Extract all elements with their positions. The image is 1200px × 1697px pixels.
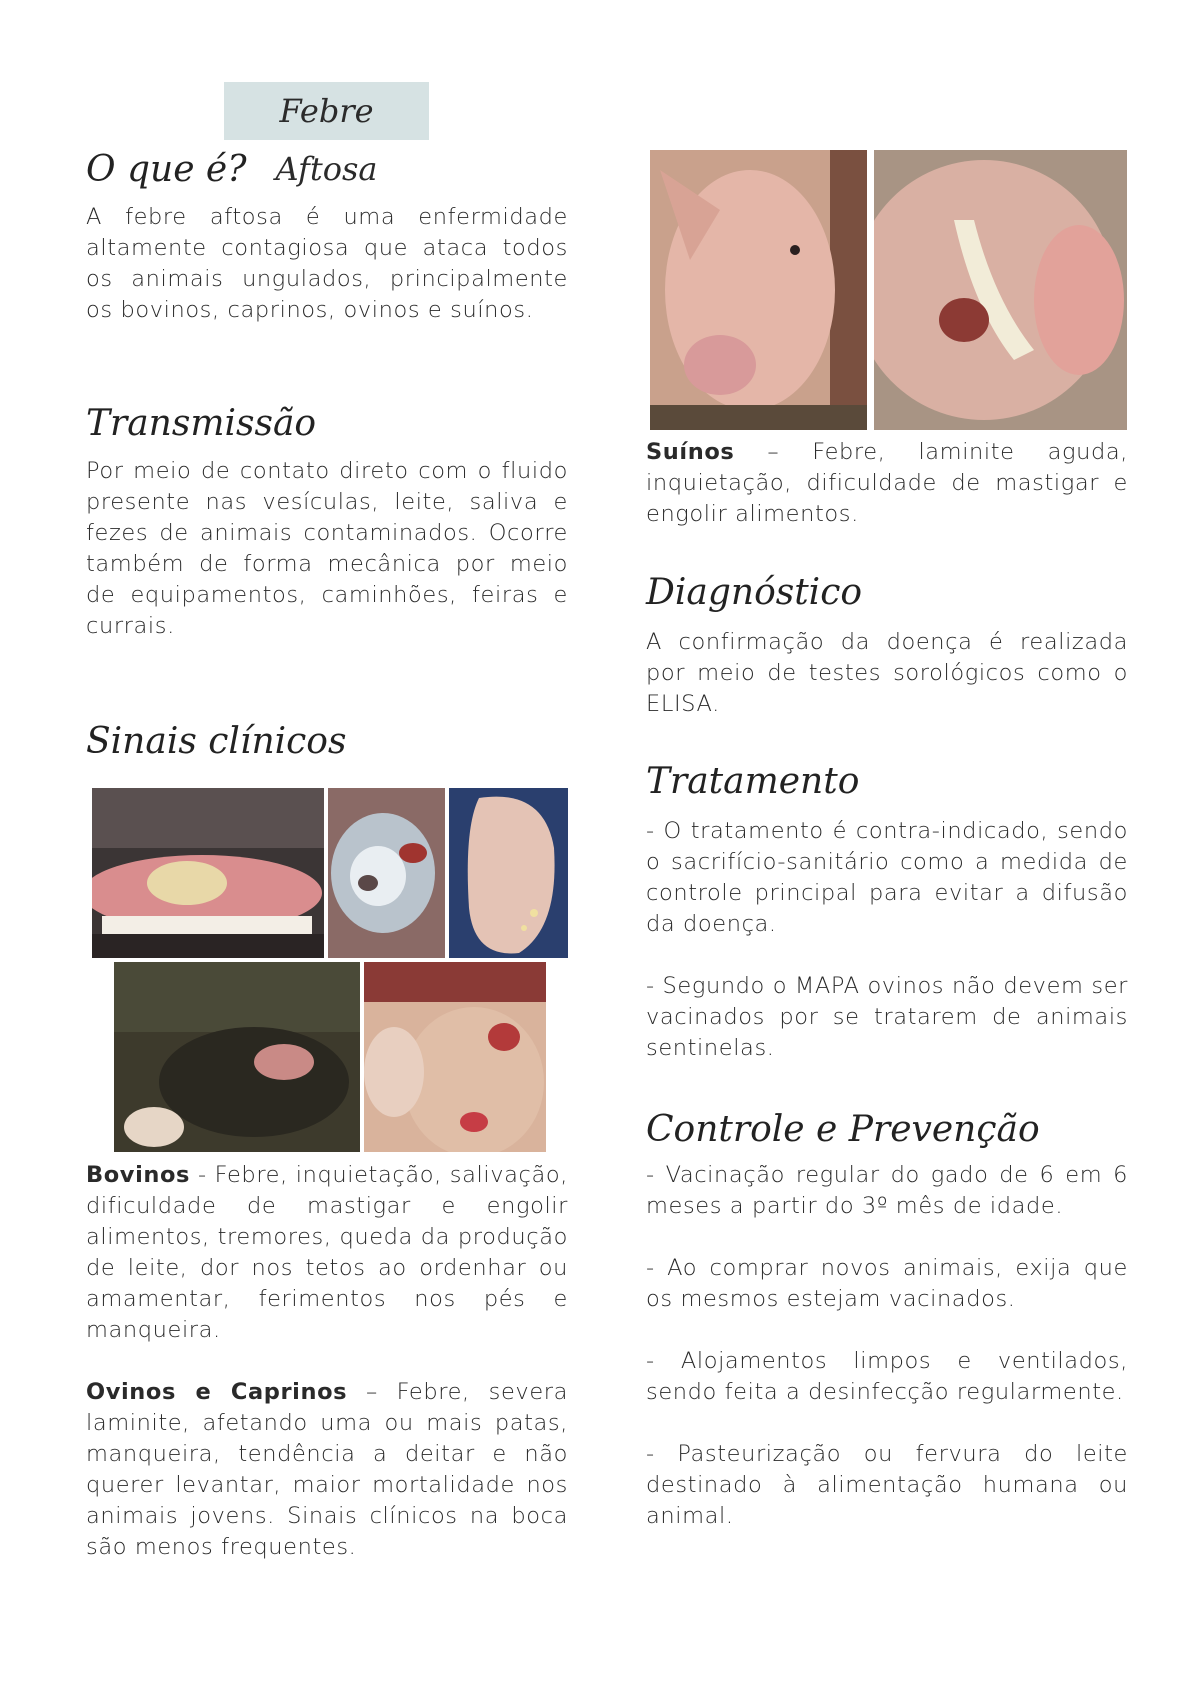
treatment-item: - Segundo o MAPA ovinos não devem ser vacinados por se tratarem de animais sentinelas. [646,973,1128,1061]
treatment-item: - O tratamento é contra-indicado, sendo o sacrifício-sanitário como a medida de controle principal para evitar a difusão da doença. [646,818,1128,937]
heading-diagnosis: Diagnóstico [646,572,863,613]
page-title: Febre Aftosa [224,82,429,140]
heading-what: O que é? [86,149,247,190]
section-treatment [646,760,1128,1064]
text-bovinos: Bovinos - Febre, inquietação, salivação, dificuldade de mastigar e engolir alimentos, tremores, queda da produção de leite, dor nos tetos ao ordenhar ou amamentar, ferimentos nos pés e manqueira. [86,1162,568,1343]
section-control [646,1108,1128,1532]
control-item: - Vacinação regular do gado de 6 em 6 meses a partir do 3º mês de idade. [646,1162,1128,1219]
text-transmission: Por meio de contato direto com o fluido presente nas vesículas, leite, saliva e fezes de animais contaminados. Ocorre também de forma mecânica por meio de equipamentos, caminhões, feiras e currais. [86,458,568,639]
text-what: A febre aftosa é uma enfermidade altamente contagiosa que ataca todos os animais ungulados, principalmente os bovinos, caprinos, ovinos e suínos. [86,204,568,323]
section-bovinos [86,1160,568,1563]
label-ovinos: Ovinos e Caprinos [86,1379,348,1405]
photo-cattle-teat [364,962,546,1152]
section-what [86,148,568,326]
section-transmission [86,402,568,642]
section-diagnosis [646,571,1128,720]
photo-cattle-muzzle [328,788,445,958]
section-suinos [646,437,1128,530]
photo-pig-face [650,150,867,430]
section-signs [86,720,568,764]
label-bovinos: Bovinos [86,1162,191,1188]
control-item: - Alojamentos limpos e ventilados, sendo feita a desinfecção regularmente. [646,1348,1128,1405]
heading-control: Controle e Prevenção [646,1109,1040,1150]
photo-cattle-mouth [92,788,324,958]
text-ovinos: Ovinos e Caprinos – Febre, severa laminite, afetando uma ou mais patas, manqueira, tendência a deitar e não querer levantar, maior mortalidade nos animais jovens. Sinais clínicos na boca são menos frequentes. [86,1379,568,1560]
control-item: - Ao comprar novos animais, exija que os mesmos estejam vacinados. [646,1255,1128,1312]
photo-cattle-hoof [114,962,360,1152]
control-item: - Pasteurização ou fervura do leite destinado à alimentação humana ou animal. [646,1441,1128,1529]
photo-cattle-tongue [449,788,568,958]
heading-treatment: Tratamento [646,761,860,802]
label-suinos: Suínos [646,439,735,465]
heading-transmission: Transmissão [86,403,317,444]
photo-pig-snout [874,150,1127,430]
heading-signs: Sinais clínicos [86,721,347,762]
text-diagnosis: A confirmação da doença é realizada por meio de testes sorológicos como o ELISA. [646,629,1128,717]
text-suinos: Suínos – Febre, laminite aguda, inquietação, dificuldade de mastigar e engolir alimentos. [646,439,1128,527]
